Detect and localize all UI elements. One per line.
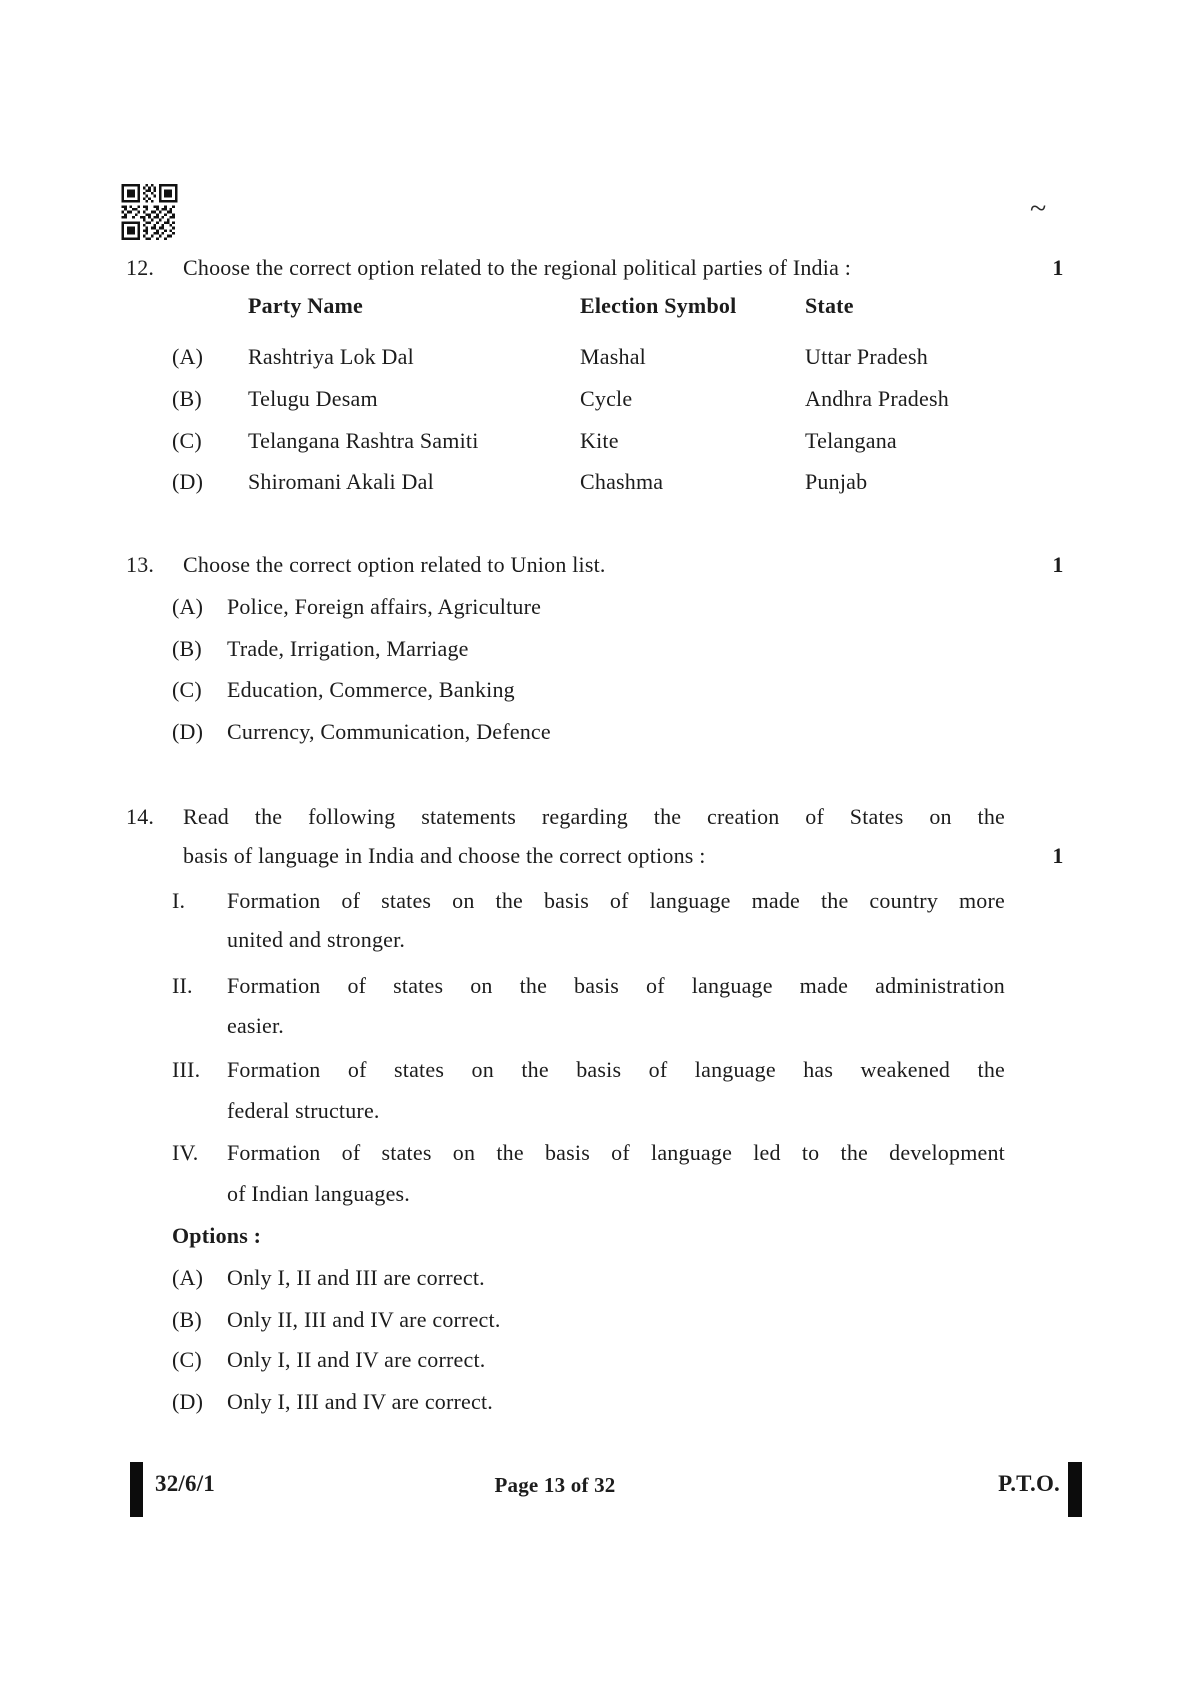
footer-page-number: Page 13 of 32 — [494, 1473, 616, 1497]
q12-row-c-party: Telangana Rashtra Samiti — [248, 428, 479, 453]
q14-statement-1-line2: united and stronger. — [227, 927, 406, 952]
question-14-marks: 1 — [1052, 843, 1064, 868]
q12-row-a-state: Uttar Pradesh — [805, 344, 928, 369]
q14-option-c — [0, 1344, 1190, 1376]
question-12-text: Choose the correct option related to the regional political parties of India : — [183, 255, 852, 280]
q14-statement-2-line1 — [0, 970, 1190, 1002]
q14-statement-4-text1: Formation of states on the basis of language led to the development — [227, 1140, 1005, 1165]
q12-header-state: State — [805, 293, 854, 318]
q14-statement-1-line1 — [0, 885, 1190, 917]
qr-code — [120, 184, 179, 240]
footer-paper-code: 32/6/1 — [155, 1471, 215, 1496]
q13-option-c — [0, 674, 1190, 706]
q14-option-b-letter: (B) — [172, 1307, 202, 1332]
q13-option-d-letter: (D) — [172, 719, 204, 744]
q12-row-c-state: Telangana — [805, 428, 897, 453]
q14-statement-4-line2: of Indian languages. — [227, 1181, 410, 1206]
q14-statement-3-text1: Formation of states on the basis of language has weakened the — [227, 1057, 1005, 1082]
tilde-mark: ~ — [1030, 192, 1047, 225]
q12-row-d-state: Punjab — [805, 469, 868, 494]
q12-header-symbol: Election Symbol — [580, 293, 737, 318]
q14-option-a-letter: (A) — [172, 1265, 204, 1290]
question-14-text-line1: Read the following statements regarding the creation of States on the — [183, 804, 1005, 829]
footer-left-bar — [130, 1462, 143, 1517]
q12-row-a-symbol: Mashal — [580, 344, 646, 369]
q12-table-header-row — [0, 290, 1190, 322]
footer-pto-label: P.T.O. — [998, 1471, 1060, 1496]
q13-option-c-text: Education, Commerce, Banking — [227, 677, 515, 702]
q13-option-b-letter: (B) — [172, 636, 202, 661]
question-12-number: 12. — [126, 255, 155, 280]
q14-option-d-letter: (D) — [172, 1389, 204, 1414]
q13-option-a-letter: (A) — [172, 594, 204, 619]
q14-option-a — [0, 1262, 1190, 1294]
footer-right-bar — [1068, 1462, 1082, 1517]
q14-statement-2-line2: easier. — [227, 1013, 284, 1038]
question-12 — [0, 252, 1190, 284]
q13-option-a-text: Police, Foreign affairs, Agriculture — [227, 594, 542, 619]
q14-options-label: Options : — [172, 1223, 262, 1248]
q14-statement-2-numeral: II. — [172, 973, 193, 998]
question-14-line2 — [0, 840, 1190, 872]
q13-option-b — [0, 633, 1190, 665]
q12-row-a-letter: (A) — [172, 344, 204, 369]
question-14-line1 — [0, 801, 1190, 833]
q14-option-b-text: Only II, III and IV are correct. — [227, 1307, 501, 1332]
question-13-marks: 1 — [1052, 552, 1064, 577]
q13-option-c-letter: (C) — [172, 677, 202, 702]
q14-option-d — [0, 1386, 1190, 1418]
question-13-text: Choose the correct option related to Union list. — [183, 552, 606, 577]
question-13-number: 13. — [126, 552, 155, 577]
q14-option-b — [0, 1304, 1190, 1336]
q12-table-row-d — [0, 466, 1190, 498]
q12-header-party: Party Name — [248, 293, 364, 318]
q14-option-d-text: Only I, III and IV are correct. — [227, 1389, 493, 1414]
q14-statement-3-line2: federal structure. — [227, 1098, 380, 1123]
q14-option-c-letter: (C) — [172, 1347, 202, 1372]
q12-row-c-symbol: Kite — [580, 428, 619, 453]
q14-statement-4-line1 — [0, 1137, 1190, 1169]
q13-option-a — [0, 591, 1190, 623]
q13-option-b-text: Trade, Irrigation, Marriage — [227, 636, 469, 661]
q12-row-b-symbol: Cycle — [580, 386, 633, 411]
q12-row-b-letter: (B) — [172, 386, 202, 411]
q12-row-c-letter: (C) — [172, 428, 202, 453]
q14-option-a-text: Only I, II and III are correct. — [227, 1265, 485, 1290]
q14-statement-1-numeral: I. — [172, 888, 186, 913]
q13-option-d — [0, 716, 1190, 748]
q14-statement-4-numeral: IV. — [172, 1140, 199, 1165]
q12-table-row-b — [0, 383, 1190, 415]
q12-row-d-symbol: Chashma — [580, 469, 664, 494]
q14-statement-1-text1: Formation of states on the basis of language made the country more — [227, 888, 1005, 913]
question-13 — [0, 549, 1190, 581]
q12-table-row-a — [0, 341, 1190, 373]
q13-option-d-text: Currency, Communication, Defence — [227, 719, 551, 744]
q12-table-row-c — [0, 425, 1190, 457]
question-14-number: 14. — [126, 804, 155, 829]
q12-row-d-letter: (D) — [172, 469, 204, 494]
q12-row-a-party: Rashtriya Lok Dal — [248, 344, 414, 369]
question-12-marks: 1 — [1052, 255, 1064, 280]
q12-row-b-party: Telugu Desam — [248, 386, 378, 411]
q14-option-c-text: Only I, II and IV are correct. — [227, 1347, 486, 1372]
q14-statement-2-text1: Formation of states on the basis of language made administration — [227, 973, 1005, 998]
question-14-text-line2: basis of language in India and choose the correct options : — [183, 843, 706, 868]
q14-statement-3-numeral: III. — [172, 1057, 201, 1082]
q12-row-d-party: Shiromani Akali Dal — [248, 469, 434, 494]
q12-row-b-state: Andhra Pradesh — [805, 386, 949, 411]
q14-statement-3-line1 — [0, 1054, 1190, 1086]
